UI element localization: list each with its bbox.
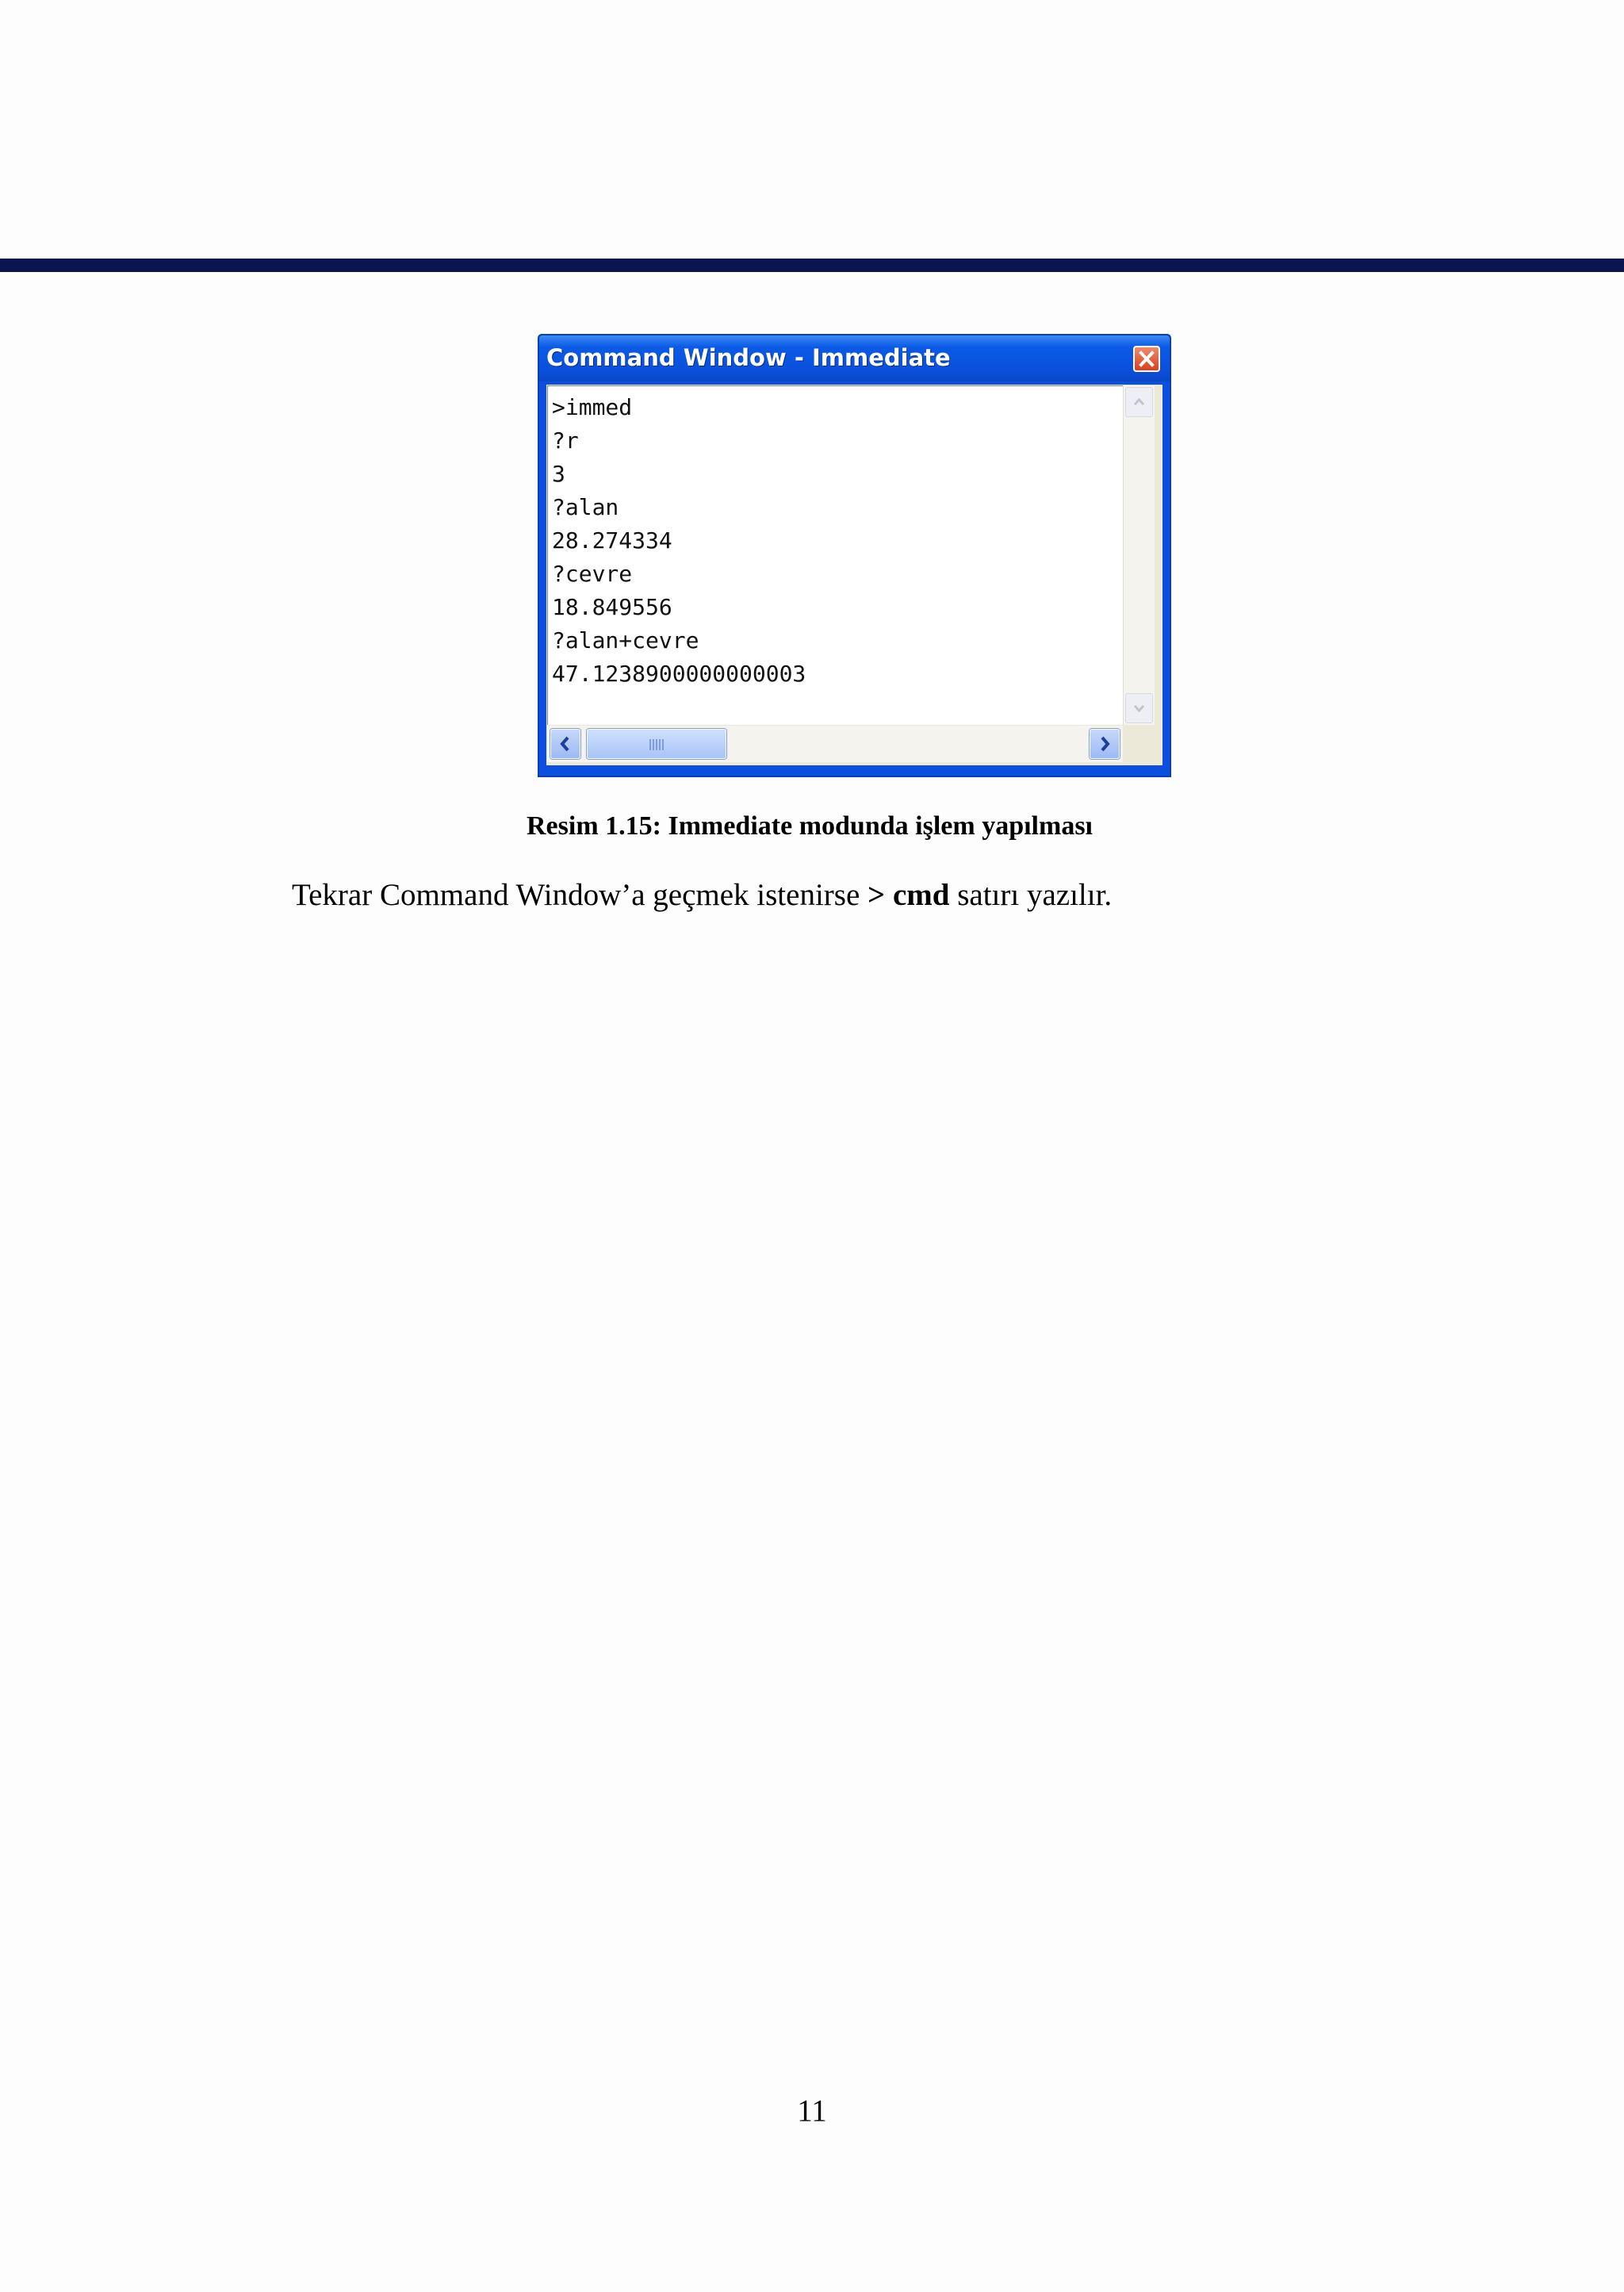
scroll-right-button[interactable] <box>1090 729 1120 759</box>
body-paragraph <box>292 877 1112 913</box>
scroll-up-button[interactable] <box>1125 387 1153 417</box>
scroll-left-icon <box>551 730 580 758</box>
scroll-up-icon <box>1126 388 1152 416</box>
scroll-left-button[interactable] <box>550 729 580 759</box>
output-line: ?alan+cevre <box>552 627 699 653</box>
page-number: 11 <box>797 2094 827 2128</box>
output-line: ?cevre <box>552 561 633 587</box>
vertical-scrollbar[interactable] <box>1123 385 1155 725</box>
scroll-thumb[interactable] <box>587 729 726 759</box>
figure-caption <box>0 811 1624 841</box>
output-line: 28.274334 <box>552 527 672 554</box>
window-client <box>546 385 1162 765</box>
output-line: 3 <box>552 461 565 487</box>
scroll-down-button[interactable] <box>1125 693 1153 723</box>
size-corner <box>1123 726 1155 762</box>
scroll-down-icon <box>1126 694 1152 722</box>
grip-icon <box>649 739 664 750</box>
horizontal-scrollbar[interactable] <box>547 726 1123 762</box>
close-button[interactable] <box>1133 346 1160 372</box>
close-icon <box>1135 347 1159 370</box>
top-rule <box>0 259 1624 272</box>
caption-text: Resim 1.15: Immediate modunda işlem yapılması <box>527 811 1093 841</box>
immediate-text-area[interactable] <box>547 385 1123 725</box>
scroll-right-icon <box>1090 730 1119 758</box>
paragraph-text-after: satırı yazılır. <box>949 878 1113 912</box>
window-title: Command Window - Immediate <box>546 344 951 371</box>
output-lines <box>552 391 806 691</box>
output-line: ?alan <box>552 494 619 520</box>
title-bar[interactable] <box>539 335 1170 381</box>
output-line: ?r <box>552 427 579 454</box>
output-line: >immed <box>552 394 633 420</box>
command-window <box>538 334 1171 777</box>
paragraph-command: > cmd <box>868 878 950 912</box>
output-line: 47.1238900000000003 <box>552 661 806 687</box>
paragraph-text-before: Tekrar Command Window’a geçmek istenirse <box>292 878 868 912</box>
output-line: 18.849556 <box>552 594 672 620</box>
